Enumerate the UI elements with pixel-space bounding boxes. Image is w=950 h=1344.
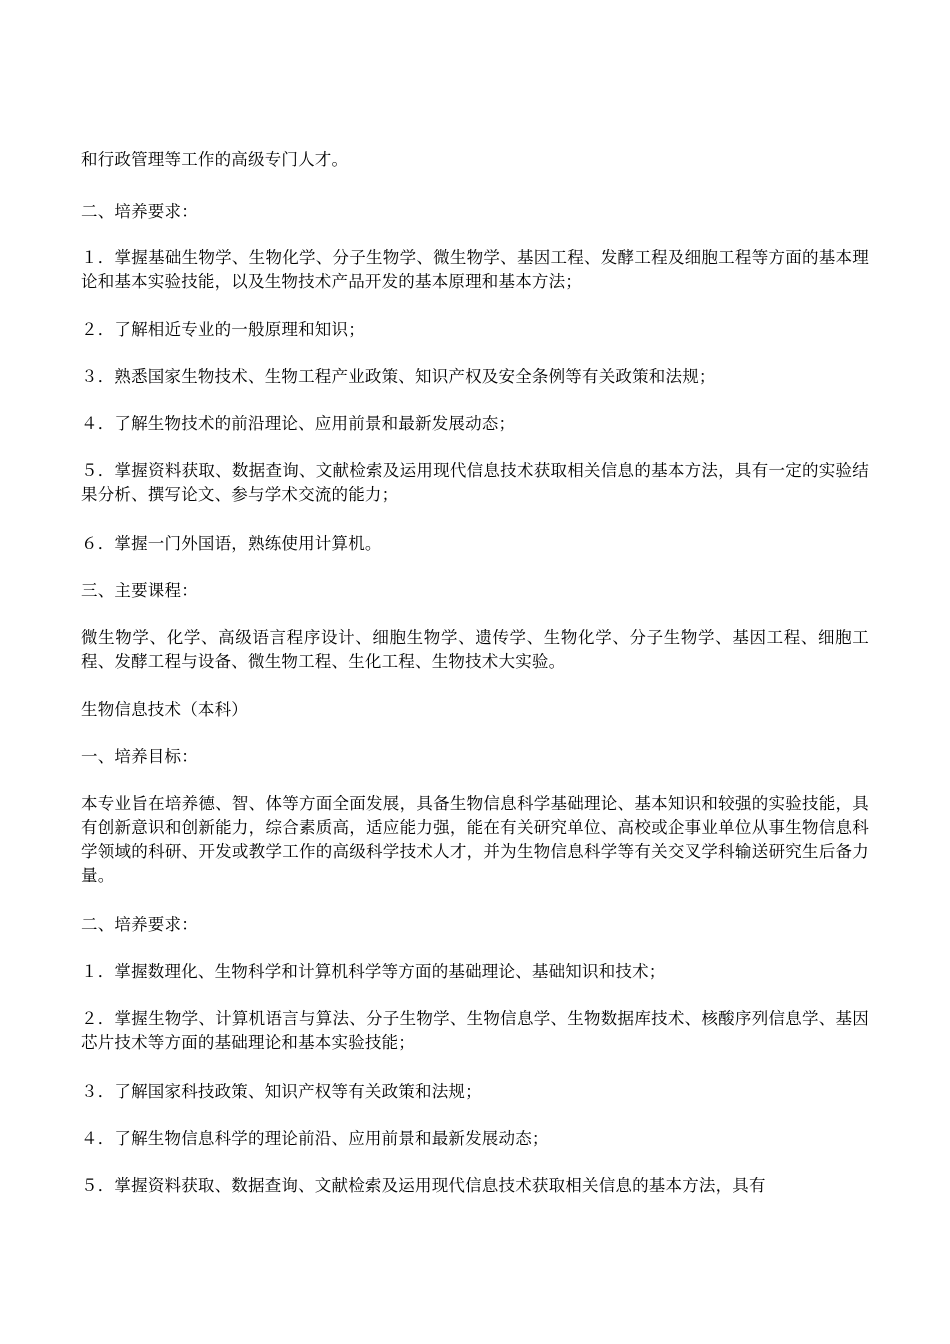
requirement-item-3: ３．熟悉国家生物技术、生物工程产业政策、知识产权及安全条例等有关政策和法规； [81,367,716,386]
section-heading-courses: 三、主要课程： [81,581,198,600]
requirement-2-item-4: ４．了解生物信息科学的理论前沿、应用前景和最新发展动态； [81,1129,549,1148]
section-heading-requirements: 二、培养要求： [81,202,198,221]
section-heading-requirements-2: 二、培养要求： [81,915,198,934]
requirement-item-5: ５．掌握资料获取、数据查询、文献检索及运用现代信息技术获取相关信息的基本方法，具有一定的实验结果分析、撰写论文、参与学术交流的能力； [81,461,869,504]
requirement-2-item-2: ２．掌握生物学、计算机语言与算法、分子生物学、生物信息学、生物数据库技术、核酸序列信息学、基因芯片技术等方面的基础理论和基本实验技能； [81,1009,869,1052]
objectives-paragraph: 本专业旨在培养德、智、体等方面全面发展，具备生物信息科学基础理论、基本知识和较强的实验技能，具有创新意识和创新能力，综合素质高，适应能力强，能在有关研究单位、高校或企事业单位从事生物信息科学领域的科研、开发或教学工作的高级科学技术人才，并为生物信息科学等有关交叉学科输送研究生后备力量。 [81,794,869,885]
requirement-item-4: ４．了解生物技术的前沿理论、应用前景和最新发展动态； [81,414,516,433]
major-title: 生物信息技术（本科） [81,700,248,719]
courses-list: 微生物学、化学、高级语言程序设计、细胞生物学、遗传学、生物化学、分子生物学、基因工程、细胞工程、发酵工程与设备、微生物工程、生化工程、生物技术大实验。 [81,628,869,671]
requirement-2-item-1: １．掌握数理化、生物科学和计算机科学等方面的基础理论、基础知识和技术； [81,962,666,981]
requirement-item-2: ２．了解相近专业的一般原理和知识； [81,320,365,339]
requirement-2-item-5: ５．掌握资料获取、数据查询、文献检索及运用现代信息技术获取相关信息的基本方法，具有 [81,1176,766,1195]
requirement-2-item-3: ３．了解国家科技政策、知识产权等有关政策和法规； [81,1082,482,1101]
requirement-item-6: ６．掌握一门外国语，熟练使用计算机。 [81,534,382,553]
section-heading-objectives: 一、培养目标： [81,747,198,766]
paragraph-continuation: 和行政管理等工作的高级专门人才。 [81,150,349,169]
requirement-item-1: １．掌握基础生物学、生物化学、分子生物学、微生物学、基因工程、发酵工程及细胞工程等方面的基本理论和基本实验技能，以及生物技术产品开发的基本原理和基本方法； [81,248,869,291]
